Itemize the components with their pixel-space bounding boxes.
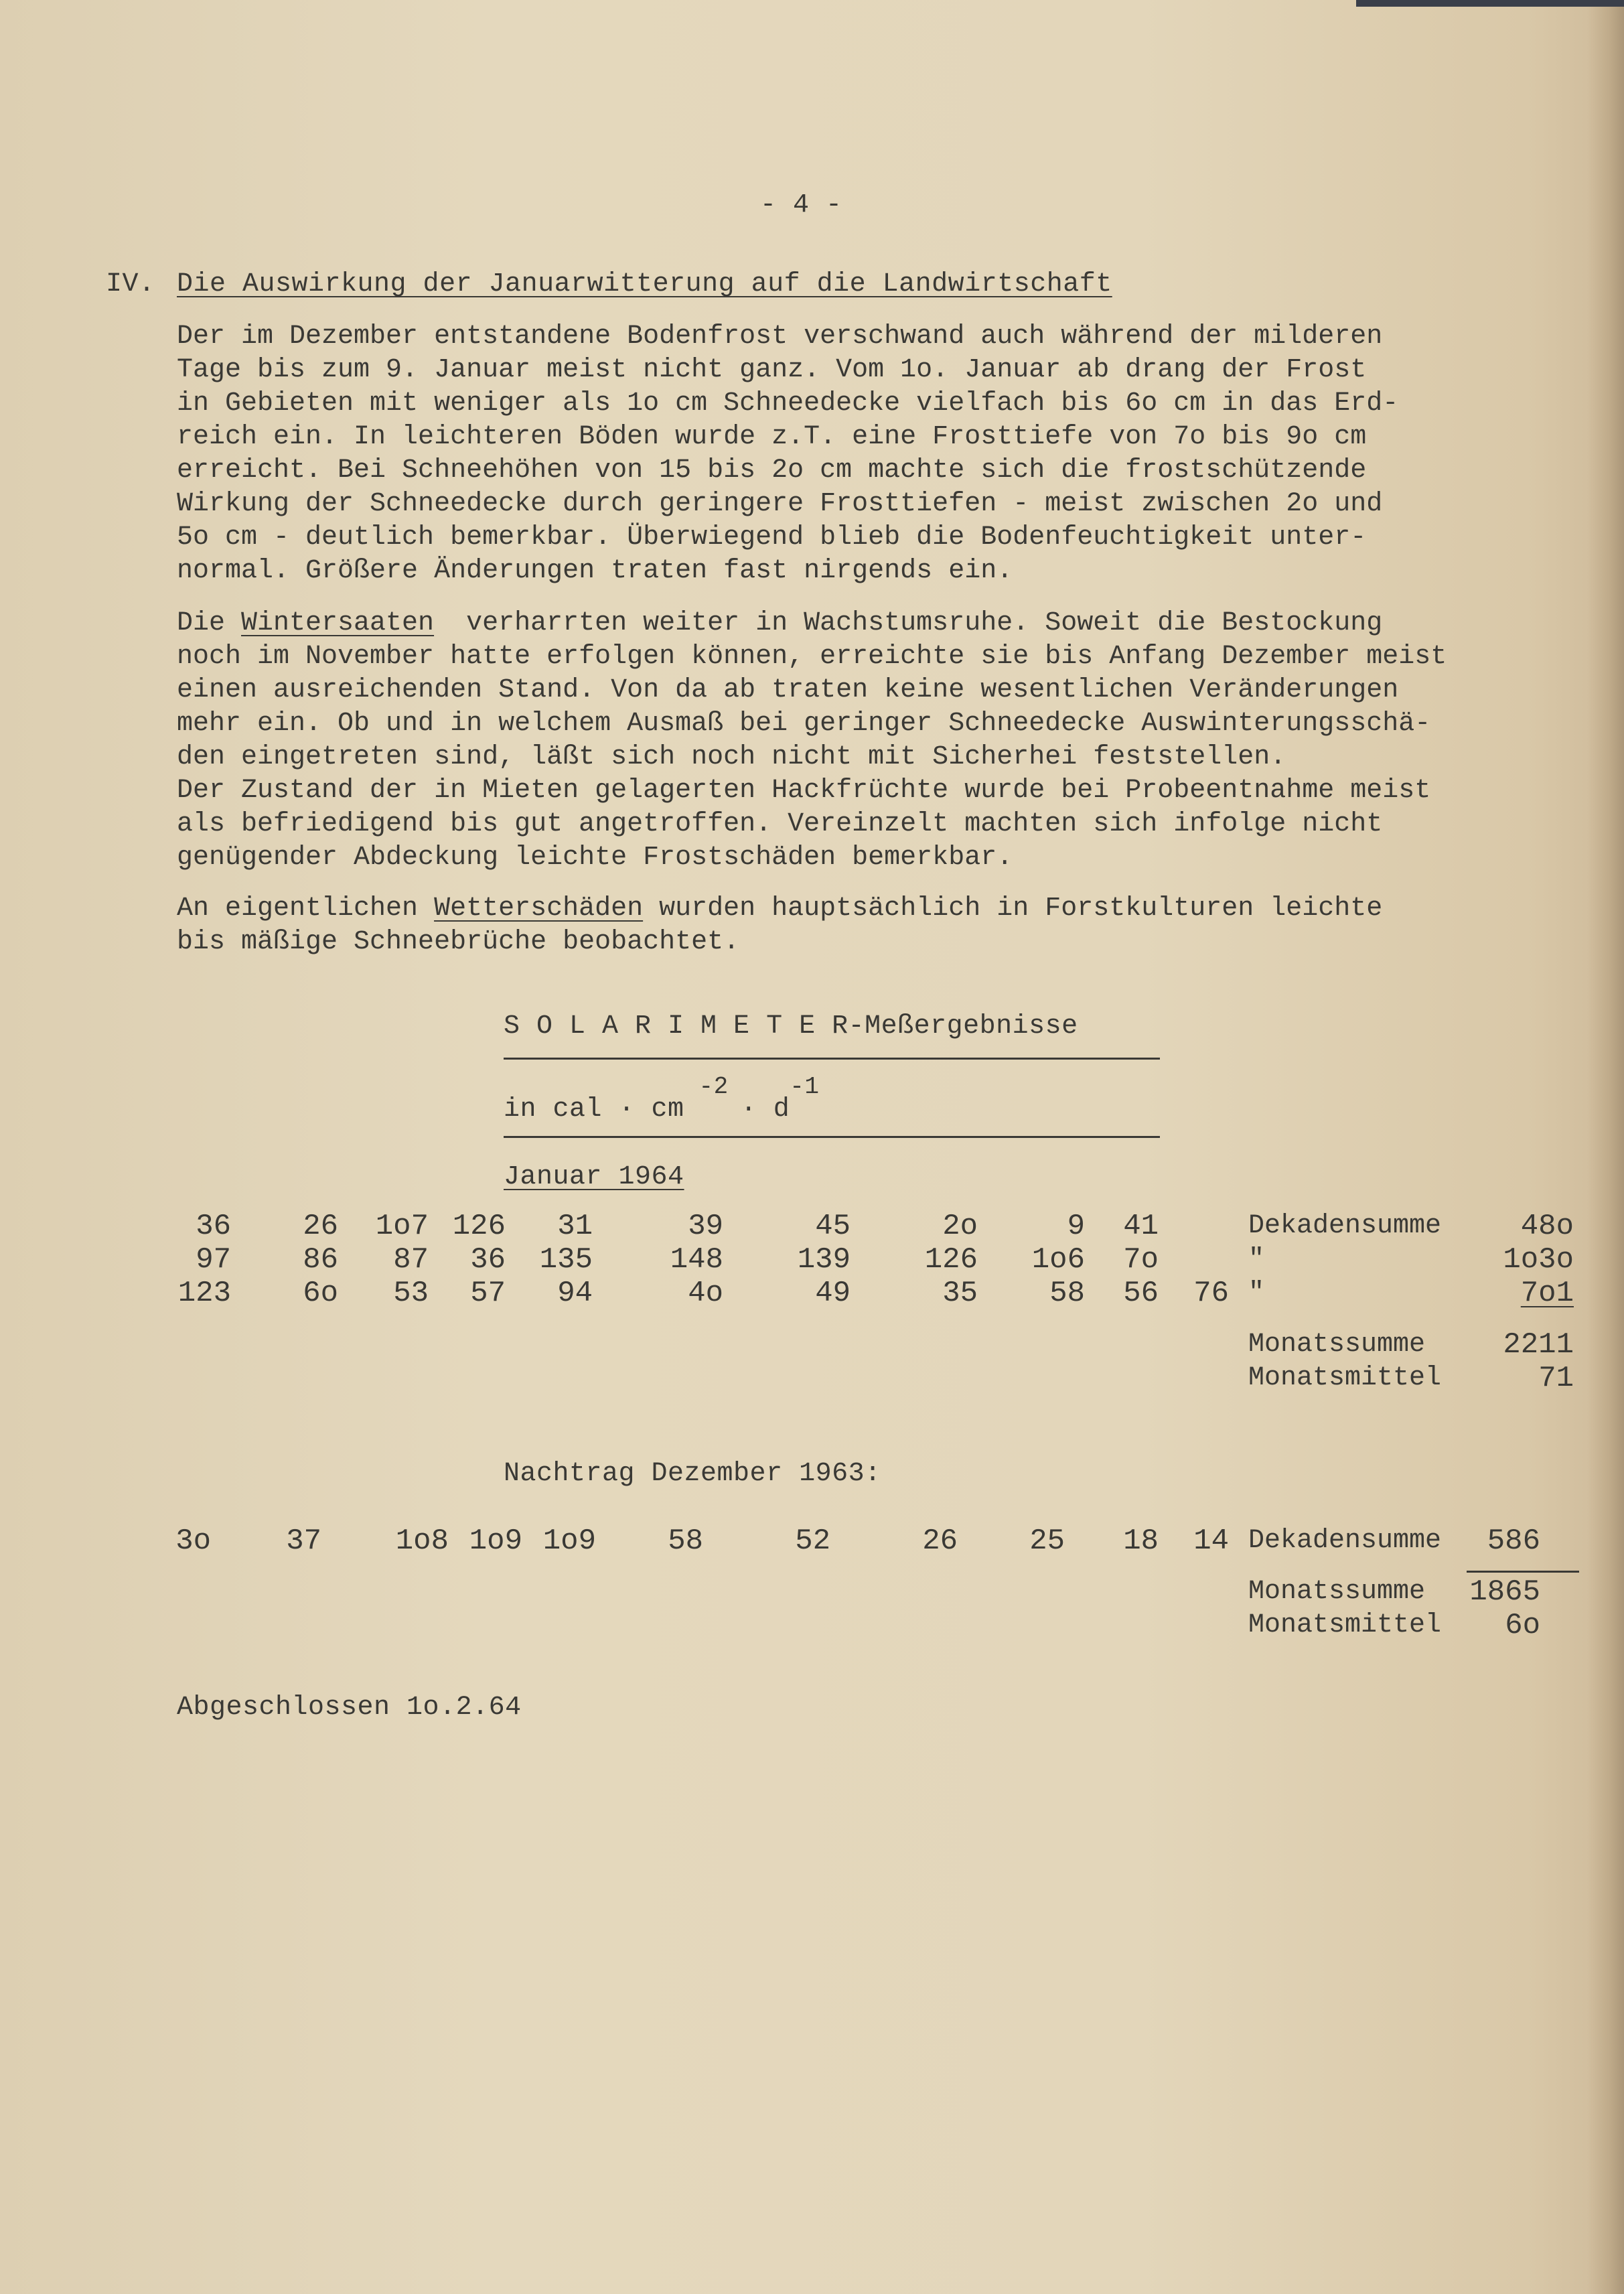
table-cell: 1o7 (375, 1210, 429, 1243)
table-cell: 126 (924, 1243, 978, 1277)
table-cell: 86 (303, 1243, 338, 1277)
december-month-mean: 6o (1505, 1609, 1540, 1642)
table-cell: 35 (942, 1277, 978, 1310)
table-cell: 58 (1049, 1277, 1085, 1310)
unit-base: in cal · cm (504, 1094, 684, 1125)
keyword-wetterschaeden: Wetterschäden (434, 893, 644, 924)
keyword-wintersaaten: Wintersaaten (241, 608, 435, 638)
text-lead: Die (177, 608, 242, 638)
table-cell: 37 (286, 1524, 321, 1558)
january-month-sum: 2211 (1503, 1328, 1574, 1362)
text-line: Wirkung der Schneedecke durch geringere Frosttiefen - meist zwischen 2o und (177, 489, 1383, 519)
table-cell: 139 (797, 1243, 851, 1277)
table-cell: 9 (1067, 1210, 1085, 1243)
table-cell: 123 (177, 1277, 231, 1310)
table-cell: 57 (470, 1277, 506, 1310)
text-line: 5o cm - deutlich bemerkbar. Überwiegend blieb die Bodenfeuchtigkeit unter- (177, 522, 1367, 553)
title-suffix: -Meßergebnisse (848, 1011, 1078, 1042)
table-cell: 7o (1123, 1243, 1159, 1277)
table-cell: 126 (452, 1210, 506, 1243)
table-cell: 26 (303, 1210, 338, 1243)
text-line: Der Zustand der in Mieten gelagerten Hackfrüchte wurde bei Probeentnahme meist (177, 776, 1431, 806)
section-title: Die Auswirkung der Januarwitterung auf die Landwirtschaft (177, 269, 1112, 299)
unit-rule (504, 1136, 1160, 1138)
text-line: in Gebieten mit weniger als 1o cm Schneedecke vielfach bis 6o cm in das Erd- (177, 388, 1399, 419)
unit-exponent: -2 (698, 1073, 729, 1100)
table-cell: 53 (393, 1277, 429, 1310)
text-line (177, 892, 1610, 926)
table-cell: 45 (815, 1210, 851, 1243)
table-cell: 76 (1193, 1277, 1229, 1310)
section-numeral: IV. (106, 269, 155, 299)
paragraph-frost (177, 320, 1610, 588)
december-month-sum: 1865 (1469, 1575, 1540, 1609)
table-cell: 148 (670, 1243, 723, 1277)
december-sum-rule (1467, 1571, 1579, 1573)
text-line: reich ein. In leichteren Böden wurde z.T. eine Frosttiefe von 7o bis 9o cm (177, 422, 1367, 452)
row-sum: 1o3o (1503, 1243, 1574, 1277)
unit-label (504, 1073, 820, 1127)
table-cell: 97 (196, 1243, 231, 1277)
row-label: " (1248, 1278, 1265, 1308)
text-line: als befriedigend bis gut angetroffen. Vereinzelt machten sich infolge nicht (177, 809, 1383, 839)
row-sum: 586 (1487, 1524, 1540, 1558)
table-cell: 87 (393, 1243, 429, 1277)
background-corner (1356, 0, 1624, 7)
text-line: Tage bis zum 9. Januar meist nicht ganz. Vom 1o. Januar ab drang der Frost (177, 355, 1367, 385)
text-rest: wurden hauptsächlich in Forstkulturen leichte (643, 893, 1383, 924)
table-cell: 3o (175, 1524, 211, 1558)
page-number: - 4 - (760, 190, 842, 220)
december-month-mean-label: Monatsmittel (1248, 1610, 1442, 1640)
unit-exponent: -1 (790, 1073, 820, 1100)
table-cell: 26 (922, 1524, 958, 1558)
text-line: Der im Dezember entstandene Bodenfrost verschwand auch während der milderen (177, 321, 1383, 352)
table-cell: 56 (1123, 1277, 1159, 1310)
table-cell: 94 (557, 1277, 593, 1310)
table-cell: 1o9 (542, 1524, 596, 1558)
text-line: noch im November hatte erfolgen können, erreichte sie bis Anfang Dezember meist (177, 642, 1447, 672)
table-cell: 31 (557, 1210, 593, 1243)
text-line: mehr ein. Ob und in welchem Ausmaß bei geringer Schneedecke Auswinterungsschä- (177, 709, 1431, 739)
table-cell: 58 (668, 1524, 703, 1558)
december-heading: Nachtrag Dezember 1963: (504, 1459, 881, 1489)
text-line: bis mäßige Schneebrüche beobachtet. (177, 927, 740, 957)
table-cell: 6o (303, 1277, 338, 1310)
january-month-mean-label: Monatsmittel (1248, 1363, 1442, 1393)
table-cell: 41 (1123, 1210, 1159, 1243)
paragraph-wintersaaten (177, 607, 1610, 875)
unit-mid: · d (740, 1094, 790, 1125)
text-line: erreicht. Bei Schneehöhen von 15 bis 2o cm machte sich die frostschützende (177, 455, 1367, 486)
table-cell: 2o (942, 1210, 978, 1243)
table-cell: 52 (795, 1524, 830, 1558)
text-line: den eingetreten sind, läßt sich noch nicht mit Sicherhei feststellen. (177, 742, 1286, 772)
row-sum: 7o1 (1520, 1277, 1574, 1310)
row-sum: 48o (1520, 1210, 1574, 1243)
text-line (177, 607, 1610, 640)
text-rest: verharrten weiter in Wachstumsruhe. Soweit die Bestockung (434, 608, 1383, 638)
table-cell: 36 (196, 1210, 231, 1243)
paragraph-wetterschaeden (177, 892, 1610, 959)
table-cell: 135 (539, 1243, 593, 1277)
table-cell: 49 (815, 1277, 851, 1310)
table-cell: 1o8 (395, 1524, 449, 1558)
solarimeter-title (504, 1010, 1078, 1044)
text-line: normal. Größere Änderungen traten fast nirgends ein. (177, 556, 1013, 586)
text-line: genügender Abdeckung leichte Frostschäden bemerkbar. (177, 843, 1013, 873)
january-month-mean: 71 (1538, 1362, 1574, 1395)
title-rule (504, 1058, 1160, 1060)
january-month-sum-label: Monatssumme (1248, 1330, 1426, 1360)
table-cell: 14 (1193, 1524, 1229, 1558)
title-spaced: S O L A R I M E T E R (504, 1011, 848, 1042)
text-line: einen ausreichenden Stand. Von da ab traten keine wesentlichen Veränderungen (177, 675, 1399, 705)
table-cell: 4o (688, 1277, 723, 1310)
table-cell: 18 (1123, 1524, 1159, 1558)
row-label: Dekadensumme (1248, 1526, 1442, 1556)
table-cell: 25 (1029, 1524, 1065, 1558)
row-label: Dekadensumme (1248, 1211, 1442, 1241)
january-heading: Januar 1964 (504, 1162, 684, 1192)
table-cell: 36 (470, 1243, 506, 1277)
row-label: " (1248, 1244, 1265, 1275)
text-lead: An eigentlichen (177, 893, 435, 924)
december-month-sum-label: Monatssumme (1248, 1577, 1426, 1607)
table-cell: 1o6 (1031, 1243, 1085, 1277)
table-cell: 1o9 (469, 1524, 522, 1558)
closing-date: Abgeschlossen 1o.2.64 (177, 1693, 522, 1723)
table-cell: 39 (688, 1210, 723, 1243)
